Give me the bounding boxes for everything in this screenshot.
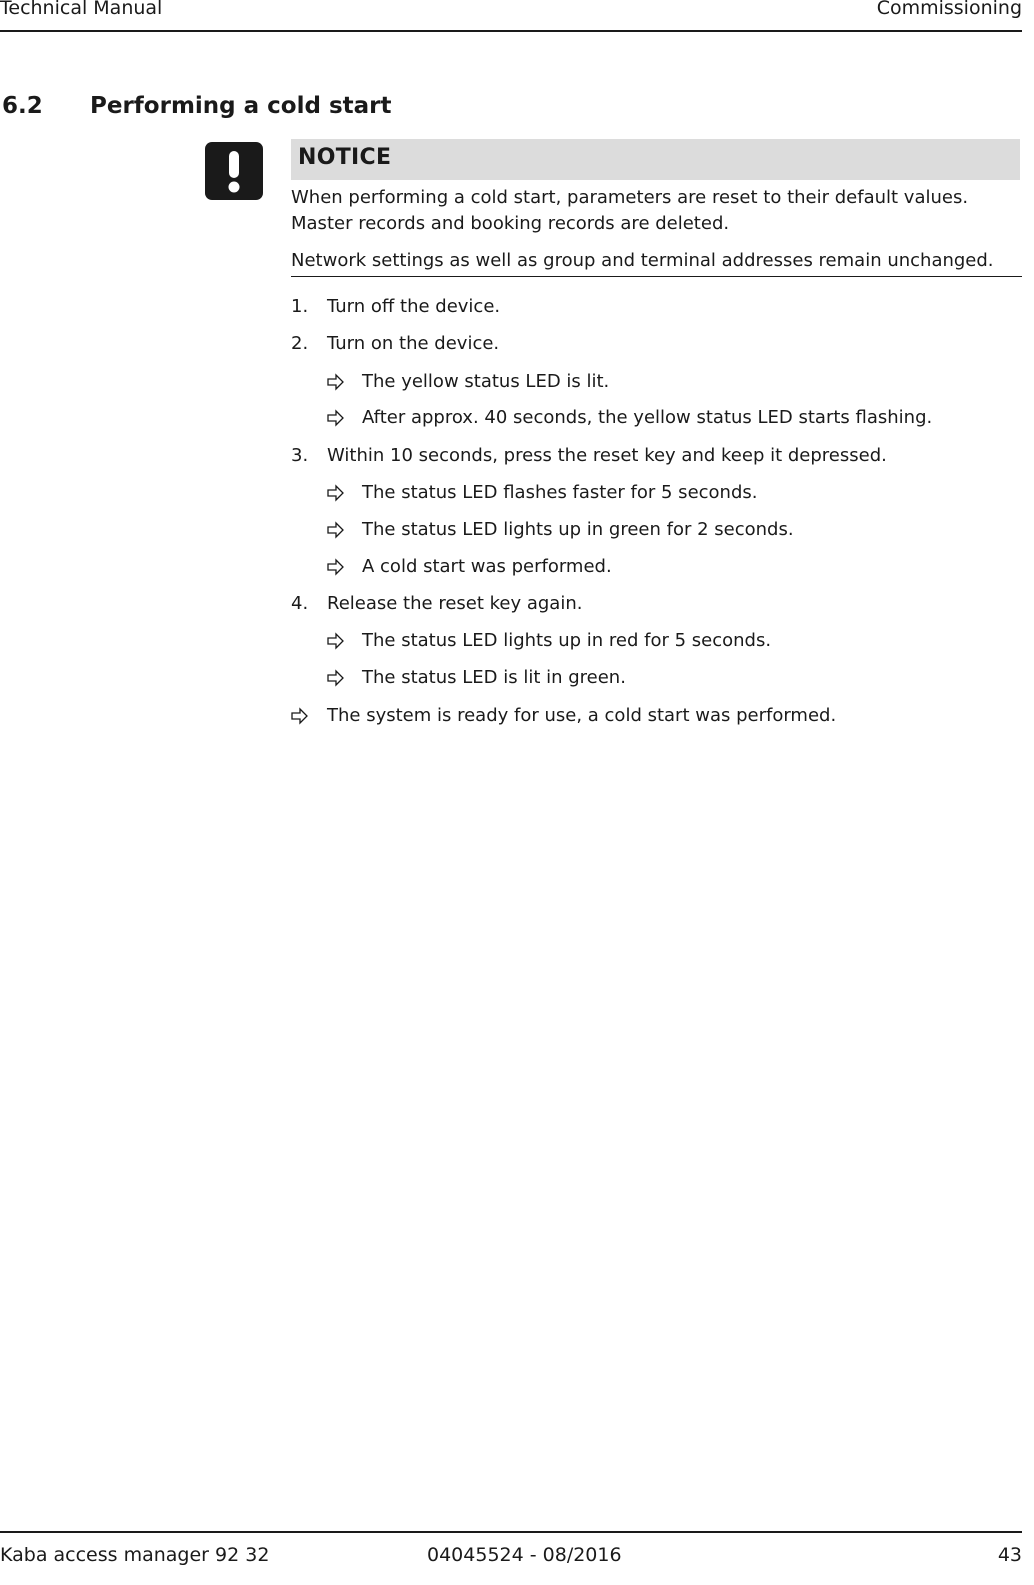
step-result: After approx. 40 seconds, the yellow status LED starts flashing. — [362, 407, 933, 428]
result-arrow-icon — [327, 370, 345, 394]
step-number: 3. — [291, 445, 309, 466]
step-result: The status LED lights up in red for 5 seconds. — [362, 630, 772, 651]
result-arrow-icon — [327, 481, 345, 505]
step-text: Within 10 seconds, press the reset key and keep it depressed. — [327, 445, 887, 466]
result-arrow-icon — [327, 629, 345, 653]
result-arrow-icon — [327, 406, 345, 430]
notice-divider — [291, 276, 1022, 277]
page-number: 43 — [997, 1544, 1022, 1566]
notice-paragraph: When performing a cold start, parameters are reset to their default values. Master records and booking records are deleted. — [291, 187, 969, 234]
result-arrow-icon — [327, 518, 345, 542]
header-divider — [0, 30, 1022, 32]
result-arrow-icon — [291, 704, 309, 728]
footer-divider — [0, 1531, 1022, 1533]
step-result: A cold start was performed. — [362, 556, 612, 577]
final-result: The system is ready for use, a cold start was performed. — [327, 705, 837, 726]
footer-product: Kaba access manager 92 32 — [0, 1544, 270, 1566]
result-arrow-icon — [327, 666, 345, 690]
notice-label: NOTICE — [298, 145, 392, 170]
section-number: 6.2 — [2, 93, 43, 119]
notice-header — [291, 139, 1020, 180]
step-number: 1. — [291, 296, 309, 317]
section-title: Performing a cold start — [90, 93, 392, 119]
notice-paragraph: Network settings as well as group and terminal addresses remain unchanged. — [291, 250, 994, 271]
step-result: The status LED flashes faster for 5 seconds. — [362, 482, 758, 503]
step-text: Turn off the device. — [327, 296, 501, 317]
step-result: The status LED lights up in green for 2 seconds. — [362, 519, 794, 540]
step-text: Release the reset key again. — [327, 593, 583, 614]
result-arrow-icon — [327, 555, 345, 579]
step-number: 2. — [291, 333, 309, 354]
step-text: Turn on the device. — [327, 333, 500, 354]
footer-doc-number: 04045524 - 08/2016 — [427, 1544, 622, 1566]
header-chapter-title: Commissioning — [876, 0, 1022, 19]
step-result: The status LED is lit in green. — [362, 667, 626, 688]
exclamation-icon — [205, 142, 263, 200]
header-manual-title: Technical Manual — [0, 0, 163, 19]
step-number: 4. — [291, 593, 309, 614]
step-result: The yellow status LED is lit. — [362, 371, 610, 392]
